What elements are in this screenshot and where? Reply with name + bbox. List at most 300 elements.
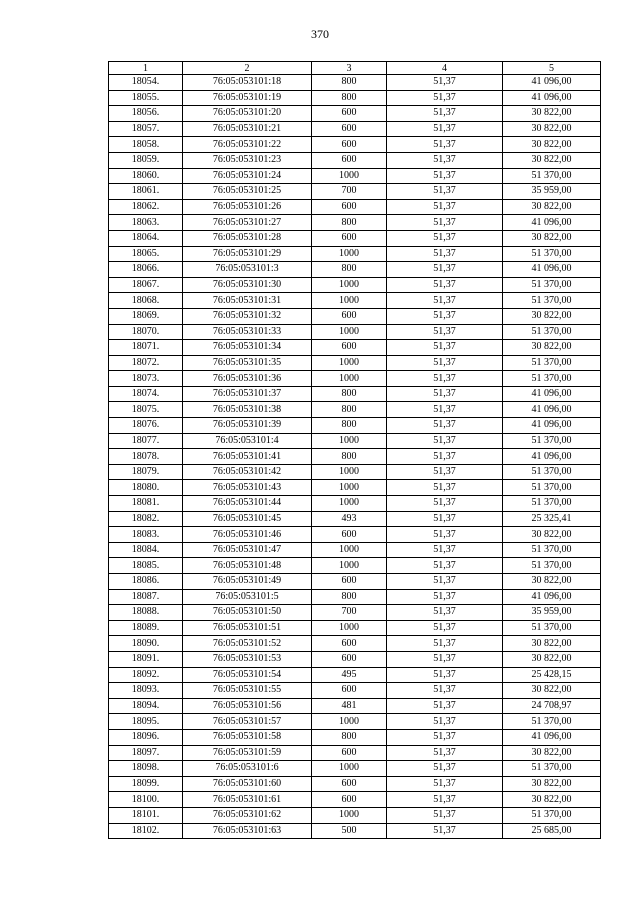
amount-cell: 51 370,00 bbox=[503, 355, 601, 371]
cadastral-number-cell: 76:05:053101:46 bbox=[183, 527, 312, 543]
row-number-cell: 18068. bbox=[109, 293, 183, 309]
row-number-cell: 18065. bbox=[109, 246, 183, 262]
area-cell: 1000 bbox=[312, 433, 387, 449]
amount-cell: 41 096,00 bbox=[503, 90, 601, 106]
cadastral-number-cell: 76:05:053101:53 bbox=[183, 651, 312, 667]
table-row bbox=[109, 184, 601, 200]
row-number-cell: 18062. bbox=[109, 199, 183, 215]
area-cell: 1000 bbox=[312, 761, 387, 777]
table-row bbox=[109, 745, 601, 761]
rate-cell: 51,37 bbox=[387, 683, 503, 699]
cadastral-number-cell: 76:05:053101:21 bbox=[183, 121, 312, 137]
amount-cell: 51 370,00 bbox=[503, 620, 601, 636]
amount-cell: 41 096,00 bbox=[503, 75, 601, 91]
table-row bbox=[109, 308, 601, 324]
table-row bbox=[109, 683, 601, 699]
area-cell: 493 bbox=[312, 511, 387, 527]
amount-cell: 30 822,00 bbox=[503, 230, 601, 246]
area-cell: 1000 bbox=[312, 480, 387, 496]
rate-cell: 51,37 bbox=[387, 542, 503, 558]
table-row bbox=[109, 651, 601, 667]
cadastral-number-cell: 76:05:053101:34 bbox=[183, 340, 312, 356]
row-number-cell: 18078. bbox=[109, 449, 183, 465]
area-cell: 1000 bbox=[312, 293, 387, 309]
amount-cell: 30 822,00 bbox=[503, 152, 601, 168]
row-number-cell: 18063. bbox=[109, 215, 183, 231]
row-number-cell: 18059. bbox=[109, 152, 183, 168]
area-cell: 800 bbox=[312, 262, 387, 278]
cadastral-number-cell: 76:05:053101:22 bbox=[183, 137, 312, 153]
cadastral-number-cell: 76:05:053101:24 bbox=[183, 168, 312, 184]
table-row bbox=[109, 215, 601, 231]
rate-cell: 51,37 bbox=[387, 386, 503, 402]
area-cell: 600 bbox=[312, 152, 387, 168]
cadastral-number-cell: 76:05:053101:55 bbox=[183, 683, 312, 699]
table-row bbox=[109, 293, 601, 309]
area-cell: 600 bbox=[312, 230, 387, 246]
cadastral-number-cell: 76:05:053101:39 bbox=[183, 418, 312, 434]
cadastral-number-cell: 76:05:053101:27 bbox=[183, 215, 312, 231]
rate-cell: 51,37 bbox=[387, 761, 503, 777]
row-number-cell: 18075. bbox=[109, 402, 183, 418]
rate-cell: 51,37 bbox=[387, 511, 503, 527]
table-row bbox=[109, 137, 601, 153]
rate-cell: 51,37 bbox=[387, 293, 503, 309]
table-row bbox=[109, 152, 601, 168]
amount-cell: 25 428,15 bbox=[503, 667, 601, 683]
row-number-cell: 18058. bbox=[109, 137, 183, 153]
row-number-cell: 18091. bbox=[109, 651, 183, 667]
cadastral-number-cell: 76:05:053101:19 bbox=[183, 90, 312, 106]
cadastral-number-cell: 76:05:053101:4 bbox=[183, 433, 312, 449]
rate-cell: 51,37 bbox=[387, 605, 503, 621]
header-row bbox=[109, 62, 601, 75]
header-cell-4: 4 bbox=[387, 62, 503, 75]
rate-cell: 51,37 bbox=[387, 371, 503, 387]
area-cell: 600 bbox=[312, 651, 387, 667]
amount-cell: 41 096,00 bbox=[503, 729, 601, 745]
area-cell: 800 bbox=[312, 589, 387, 605]
row-number-cell: 18102. bbox=[109, 823, 183, 839]
table-body bbox=[109, 75, 601, 839]
cadastral-number-cell: 76:05:053101:63 bbox=[183, 823, 312, 839]
table-row bbox=[109, 698, 601, 714]
rate-cell: 51,37 bbox=[387, 215, 503, 231]
amount-cell: 51 370,00 bbox=[503, 761, 601, 777]
row-number-cell: 18089. bbox=[109, 620, 183, 636]
table-row bbox=[109, 776, 601, 792]
amount-cell: 30 822,00 bbox=[503, 651, 601, 667]
rate-cell: 51,37 bbox=[387, 776, 503, 792]
table-row bbox=[109, 480, 601, 496]
cadastral-number-cell: 76:05:053101:62 bbox=[183, 807, 312, 823]
row-number-cell: 18101. bbox=[109, 807, 183, 823]
row-number-cell: 18083. bbox=[109, 527, 183, 543]
amount-cell: 51 370,00 bbox=[503, 714, 601, 730]
area-cell: 800 bbox=[312, 418, 387, 434]
cadastral-table bbox=[108, 61, 601, 839]
cadastral-number-cell: 76:05:053101:6 bbox=[183, 761, 312, 777]
row-number-cell: 18087. bbox=[109, 589, 183, 605]
table-row bbox=[109, 340, 601, 356]
rate-cell: 51,37 bbox=[387, 558, 503, 574]
amount-cell: 51 370,00 bbox=[503, 246, 601, 262]
rate-cell: 51,37 bbox=[387, 792, 503, 808]
amount-cell: 30 822,00 bbox=[503, 137, 601, 153]
rate-cell: 51,37 bbox=[387, 527, 503, 543]
amount-cell: 30 822,00 bbox=[503, 574, 601, 590]
amount-cell: 35 959,00 bbox=[503, 605, 601, 621]
rate-cell: 51,37 bbox=[387, 480, 503, 496]
table-row bbox=[109, 527, 601, 543]
cadastral-number-cell: 76:05:053101:35 bbox=[183, 355, 312, 371]
row-number-cell: 18067. bbox=[109, 277, 183, 293]
rate-cell: 51,37 bbox=[387, 823, 503, 839]
table-row bbox=[109, 449, 601, 465]
cadastral-number-cell: 76:05:053101:54 bbox=[183, 667, 312, 683]
rate-cell: 51,37 bbox=[387, 75, 503, 91]
rate-cell: 51,37 bbox=[387, 714, 503, 730]
table-row bbox=[109, 355, 601, 371]
area-cell: 600 bbox=[312, 792, 387, 808]
area-cell: 600 bbox=[312, 121, 387, 137]
area-cell: 600 bbox=[312, 636, 387, 652]
table-row bbox=[109, 464, 601, 480]
table-row bbox=[109, 542, 601, 558]
cadastral-number-cell: 76:05:053101:56 bbox=[183, 698, 312, 714]
table-row bbox=[109, 371, 601, 387]
amount-cell: 51 370,00 bbox=[503, 168, 601, 184]
rate-cell: 51,37 bbox=[387, 698, 503, 714]
area-cell: 1000 bbox=[312, 558, 387, 574]
rate-cell: 51,37 bbox=[387, 807, 503, 823]
rate-cell: 51,37 bbox=[387, 667, 503, 683]
row-number-cell: 18054. bbox=[109, 75, 183, 91]
cadastral-number-cell: 76:05:053101:37 bbox=[183, 386, 312, 402]
table-row bbox=[109, 230, 601, 246]
amount-cell: 41 096,00 bbox=[503, 418, 601, 434]
cadastral-number-cell: 76:05:053101:52 bbox=[183, 636, 312, 652]
amount-cell: 51 370,00 bbox=[503, 542, 601, 558]
amount-cell: 30 822,00 bbox=[503, 308, 601, 324]
area-cell: 800 bbox=[312, 449, 387, 465]
header-cell-3: 3 bbox=[312, 62, 387, 75]
table-row bbox=[109, 729, 601, 745]
cadastral-number-cell: 76:05:053101:45 bbox=[183, 511, 312, 527]
row-number-cell: 18073. bbox=[109, 371, 183, 387]
area-cell: 600 bbox=[312, 137, 387, 153]
cadastral-number-cell: 76:05:053101:50 bbox=[183, 605, 312, 621]
cadastral-number-cell: 76:05:053101:18 bbox=[183, 75, 312, 91]
amount-cell: 30 822,00 bbox=[503, 121, 601, 137]
area-cell: 1000 bbox=[312, 371, 387, 387]
table-header bbox=[109, 62, 601, 75]
area-cell: 700 bbox=[312, 184, 387, 200]
cadastral-number-cell: 76:05:053101:61 bbox=[183, 792, 312, 808]
area-cell: 600 bbox=[312, 199, 387, 215]
area-cell: 1000 bbox=[312, 620, 387, 636]
amount-cell: 51 370,00 bbox=[503, 480, 601, 496]
cadastral-number-cell: 76:05:053101:58 bbox=[183, 729, 312, 745]
area-cell: 1000 bbox=[312, 324, 387, 340]
cadastral-number-cell: 76:05:053101:20 bbox=[183, 106, 312, 122]
amount-cell: 41 096,00 bbox=[503, 402, 601, 418]
table-row bbox=[109, 511, 601, 527]
area-cell: 1000 bbox=[312, 246, 387, 262]
row-number-cell: 18072. bbox=[109, 355, 183, 371]
rate-cell: 51,37 bbox=[387, 340, 503, 356]
area-cell: 800 bbox=[312, 75, 387, 91]
table-row bbox=[109, 792, 601, 808]
header-cell-2: 2 bbox=[183, 62, 312, 75]
row-number-cell: 18095. bbox=[109, 714, 183, 730]
amount-cell: 51 370,00 bbox=[503, 433, 601, 449]
row-number-cell: 18080. bbox=[109, 480, 183, 496]
row-number-cell: 18086. bbox=[109, 574, 183, 590]
cadastral-number-cell: 76:05:053101:51 bbox=[183, 620, 312, 636]
rate-cell: 51,37 bbox=[387, 729, 503, 745]
row-number-cell: 18082. bbox=[109, 511, 183, 527]
cadastral-number-cell: 76:05:053101:44 bbox=[183, 496, 312, 512]
table-row bbox=[109, 667, 601, 683]
cadastral-number-cell: 76:05:053101:57 bbox=[183, 714, 312, 730]
rate-cell: 51,37 bbox=[387, 496, 503, 512]
table-row bbox=[109, 199, 601, 215]
cadastral-number-cell: 76:05:053101:36 bbox=[183, 371, 312, 387]
rate-cell: 51,37 bbox=[387, 418, 503, 434]
amount-cell: 30 822,00 bbox=[503, 792, 601, 808]
cadastral-number-cell: 76:05:053101:26 bbox=[183, 199, 312, 215]
cadastral-number-cell: 76:05:053101:31 bbox=[183, 293, 312, 309]
row-number-cell: 18081. bbox=[109, 496, 183, 512]
amount-cell: 41 096,00 bbox=[503, 386, 601, 402]
table-row bbox=[109, 324, 601, 340]
area-cell: 1000 bbox=[312, 464, 387, 480]
area-cell: 1000 bbox=[312, 714, 387, 730]
area-cell: 800 bbox=[312, 215, 387, 231]
table-row bbox=[109, 636, 601, 652]
amount-cell: 41 096,00 bbox=[503, 215, 601, 231]
row-number-cell: 18066. bbox=[109, 262, 183, 278]
area-cell: 600 bbox=[312, 308, 387, 324]
rate-cell: 51,37 bbox=[387, 246, 503, 262]
row-number-cell: 18093. bbox=[109, 683, 183, 699]
table-row bbox=[109, 433, 601, 449]
rate-cell: 51,37 bbox=[387, 324, 503, 340]
row-number-cell: 18090. bbox=[109, 636, 183, 652]
rate-cell: 51,37 bbox=[387, 121, 503, 137]
table-row bbox=[109, 589, 601, 605]
table-row bbox=[109, 386, 601, 402]
amount-cell: 51 370,00 bbox=[503, 293, 601, 309]
table-row bbox=[109, 714, 601, 730]
cadastral-number-cell: 76:05:053101:33 bbox=[183, 324, 312, 340]
cadastral-number-cell: 76:05:053101:25 bbox=[183, 184, 312, 200]
cadastral-number-cell: 76:05:053101:60 bbox=[183, 776, 312, 792]
table-row bbox=[109, 605, 601, 621]
area-cell: 1000 bbox=[312, 542, 387, 558]
table-row bbox=[109, 823, 601, 839]
cadastral-number-cell: 76:05:053101:29 bbox=[183, 246, 312, 262]
amount-cell: 51 370,00 bbox=[503, 277, 601, 293]
row-number-cell: 18098. bbox=[109, 761, 183, 777]
amount-cell: 30 822,00 bbox=[503, 636, 601, 652]
rate-cell: 51,37 bbox=[387, 745, 503, 761]
area-cell: 1000 bbox=[312, 355, 387, 371]
area-cell: 1000 bbox=[312, 496, 387, 512]
table-row bbox=[109, 402, 601, 418]
area-cell: 800 bbox=[312, 729, 387, 745]
rate-cell: 51,37 bbox=[387, 199, 503, 215]
rate-cell: 51,37 bbox=[387, 636, 503, 652]
area-cell: 600 bbox=[312, 574, 387, 590]
rate-cell: 51,37 bbox=[387, 620, 503, 636]
amount-cell: 30 822,00 bbox=[503, 340, 601, 356]
row-number-cell: 18079. bbox=[109, 464, 183, 480]
rate-cell: 51,37 bbox=[387, 589, 503, 605]
amount-cell: 41 096,00 bbox=[503, 262, 601, 278]
rate-cell: 51,37 bbox=[387, 402, 503, 418]
rate-cell: 51,37 bbox=[387, 464, 503, 480]
amount-cell: 35 959,00 bbox=[503, 184, 601, 200]
row-number-cell: 18076. bbox=[109, 418, 183, 434]
area-cell: 600 bbox=[312, 776, 387, 792]
rate-cell: 51,37 bbox=[387, 168, 503, 184]
rate-cell: 51,37 bbox=[387, 355, 503, 371]
table-row bbox=[109, 106, 601, 122]
rate-cell: 51,37 bbox=[387, 106, 503, 122]
amount-cell: 24 708,97 bbox=[503, 698, 601, 714]
area-cell: 600 bbox=[312, 340, 387, 356]
cadastral-number-cell: 76:05:053101:42 bbox=[183, 464, 312, 480]
row-number-cell: 18088. bbox=[109, 605, 183, 621]
area-cell: 1000 bbox=[312, 807, 387, 823]
row-number-cell: 18070. bbox=[109, 324, 183, 340]
area-cell: 600 bbox=[312, 683, 387, 699]
row-number-cell: 18060. bbox=[109, 168, 183, 184]
table-row bbox=[109, 75, 601, 91]
rate-cell: 51,37 bbox=[387, 651, 503, 667]
rate-cell: 51,37 bbox=[387, 262, 503, 278]
amount-cell: 30 822,00 bbox=[503, 683, 601, 699]
amount-cell: 51 370,00 bbox=[503, 807, 601, 823]
row-number-cell: 18056. bbox=[109, 106, 183, 122]
area-cell: 800 bbox=[312, 402, 387, 418]
cadastral-number-cell: 76:05:053101:32 bbox=[183, 308, 312, 324]
rate-cell: 51,37 bbox=[387, 184, 503, 200]
table-row bbox=[109, 246, 601, 262]
cadastral-number-cell: 76:05:053101:49 bbox=[183, 574, 312, 590]
amount-cell: 25 325,41 bbox=[503, 511, 601, 527]
area-cell: 500 bbox=[312, 823, 387, 839]
area-cell: 481 bbox=[312, 698, 387, 714]
cadastral-number-cell: 76:05:053101:41 bbox=[183, 449, 312, 465]
amount-cell: 30 822,00 bbox=[503, 527, 601, 543]
table-row bbox=[109, 620, 601, 636]
amount-cell: 51 370,00 bbox=[503, 558, 601, 574]
row-number-cell: 18055. bbox=[109, 90, 183, 106]
table-row bbox=[109, 574, 601, 590]
rate-cell: 51,37 bbox=[387, 90, 503, 106]
cadastral-number-cell: 76:05:053101:5 bbox=[183, 589, 312, 605]
area-cell: 700 bbox=[312, 605, 387, 621]
rate-cell: 51,37 bbox=[387, 277, 503, 293]
table-row bbox=[109, 418, 601, 434]
rate-cell: 51,37 bbox=[387, 449, 503, 465]
table-row bbox=[109, 168, 601, 184]
row-number-cell: 18094. bbox=[109, 698, 183, 714]
area-cell: 600 bbox=[312, 106, 387, 122]
amount-cell: 25 685,00 bbox=[503, 823, 601, 839]
amount-cell: 30 822,00 bbox=[503, 745, 601, 761]
rate-cell: 51,37 bbox=[387, 308, 503, 324]
cadastral-number-cell: 76:05:053101:38 bbox=[183, 402, 312, 418]
cadastral-number-cell: 76:05:053101:28 bbox=[183, 230, 312, 246]
cadastral-number-cell: 76:05:053101:59 bbox=[183, 745, 312, 761]
row-number-cell: 18100. bbox=[109, 792, 183, 808]
cadastral-number-cell: 76:05:053101:3 bbox=[183, 262, 312, 278]
amount-cell: 30 822,00 bbox=[503, 776, 601, 792]
amount-cell: 41 096,00 bbox=[503, 589, 601, 605]
row-number-cell: 18077. bbox=[109, 433, 183, 449]
cadastral-number-cell: 76:05:053101:47 bbox=[183, 542, 312, 558]
rate-cell: 51,37 bbox=[387, 137, 503, 153]
table-row bbox=[109, 761, 601, 777]
rate-cell: 51,37 bbox=[387, 230, 503, 246]
cadastral-number-cell: 76:05:053101:43 bbox=[183, 480, 312, 496]
area-cell: 1000 bbox=[312, 277, 387, 293]
amount-cell: 30 822,00 bbox=[503, 199, 601, 215]
table-row bbox=[109, 807, 601, 823]
table-row bbox=[109, 496, 601, 512]
row-number-cell: 18074. bbox=[109, 386, 183, 402]
row-number-cell: 18097. bbox=[109, 745, 183, 761]
row-number-cell: 18057. bbox=[109, 121, 183, 137]
cadastral-number-cell: 76:05:053101:23 bbox=[183, 152, 312, 168]
cadastral-number-cell: 76:05:053101:30 bbox=[183, 277, 312, 293]
table-row bbox=[109, 121, 601, 137]
amount-cell: 51 370,00 bbox=[503, 496, 601, 512]
area-cell: 495 bbox=[312, 667, 387, 683]
area-cell: 800 bbox=[312, 90, 387, 106]
row-number-cell: 18096. bbox=[109, 729, 183, 745]
amount-cell: 51 370,00 bbox=[503, 371, 601, 387]
table-row bbox=[109, 90, 601, 106]
header-cell-1: 1 bbox=[109, 62, 183, 75]
row-number-cell: 18084. bbox=[109, 542, 183, 558]
amount-cell: 51 370,00 bbox=[503, 324, 601, 340]
amount-cell: 30 822,00 bbox=[503, 106, 601, 122]
rate-cell: 51,37 bbox=[387, 433, 503, 449]
rate-cell: 51,37 bbox=[387, 574, 503, 590]
area-cell: 600 bbox=[312, 527, 387, 543]
row-number-cell: 18069. bbox=[109, 308, 183, 324]
cadastral-number-cell: 76:05:053101:48 bbox=[183, 558, 312, 574]
page-number: 370 bbox=[311, 27, 329, 41]
table-row bbox=[109, 277, 601, 293]
row-number-cell: 18061. bbox=[109, 184, 183, 200]
amount-cell: 51 370,00 bbox=[503, 464, 601, 480]
table-row bbox=[109, 262, 601, 278]
rate-cell: 51,37 bbox=[387, 152, 503, 168]
area-cell: 600 bbox=[312, 745, 387, 761]
area-cell: 800 bbox=[312, 386, 387, 402]
amount-cell: 41 096,00 bbox=[503, 449, 601, 465]
table-row bbox=[109, 558, 601, 574]
row-number-cell: 18071. bbox=[109, 340, 183, 356]
row-number-cell: 18099. bbox=[109, 776, 183, 792]
header-cell-5: 5 bbox=[503, 62, 601, 75]
